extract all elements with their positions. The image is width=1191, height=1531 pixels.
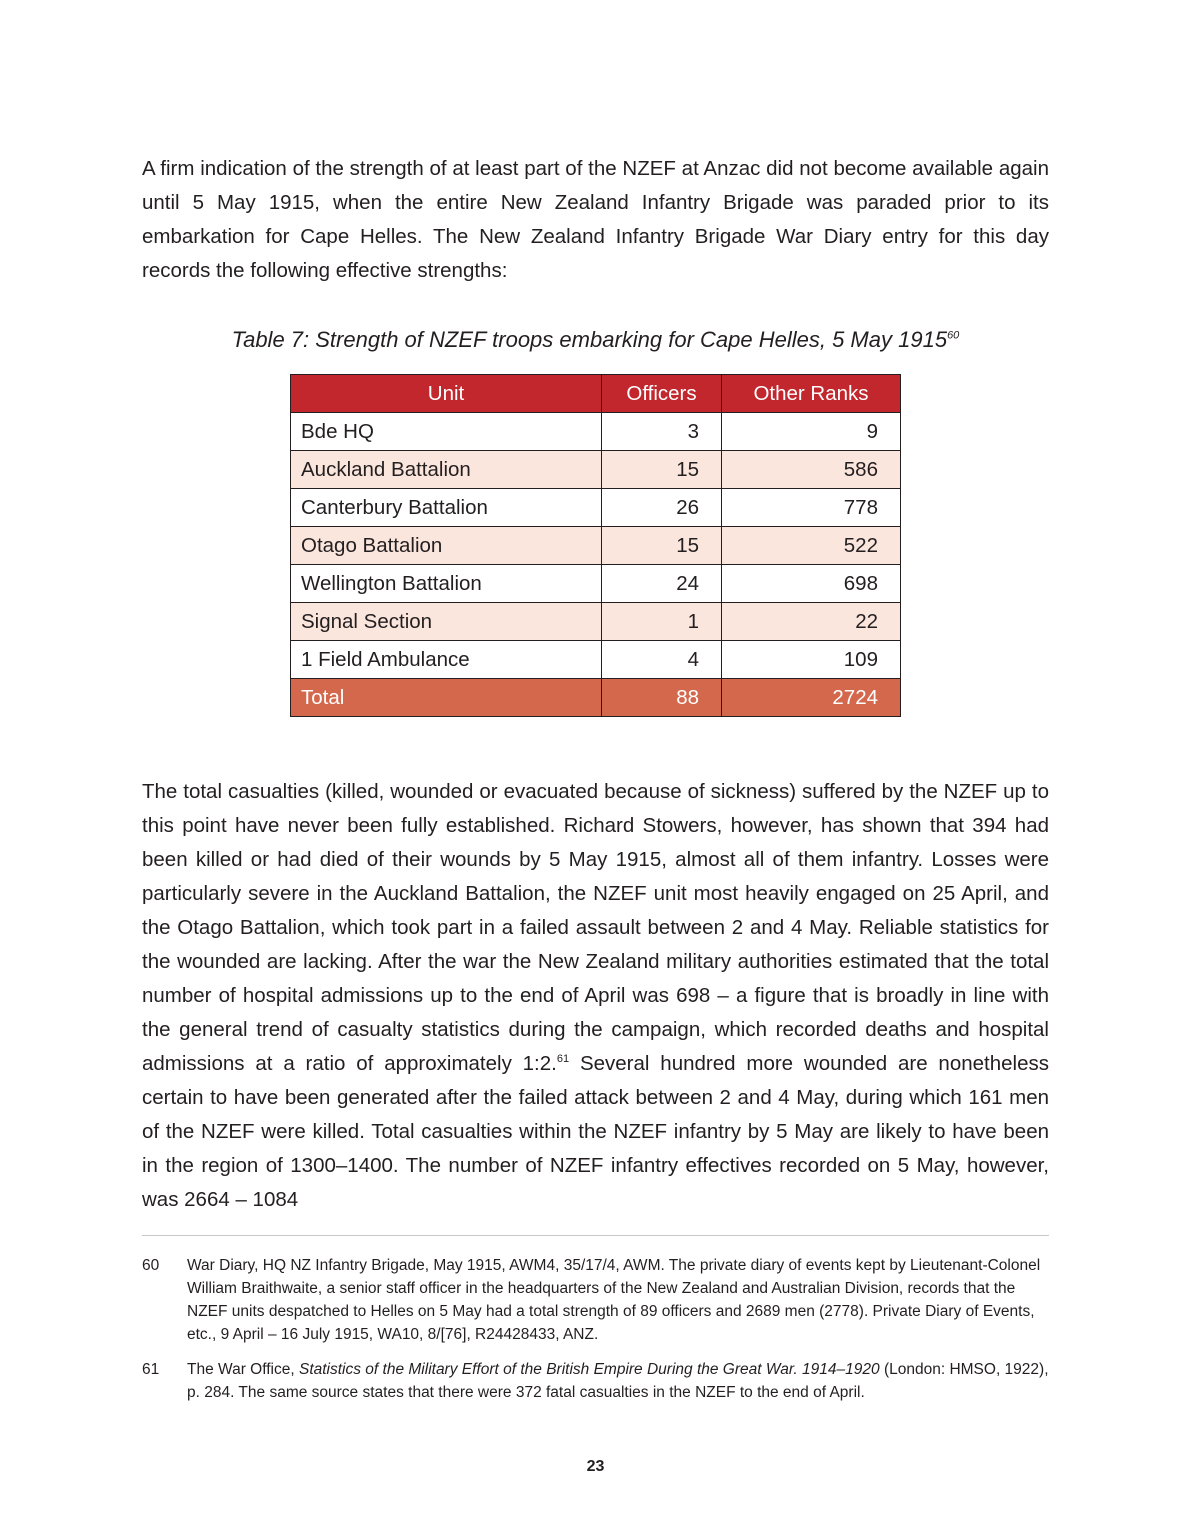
table-row	[291, 451, 901, 489]
cell-other-ranks: 109	[722, 641, 901, 679]
cell-officers: 1	[602, 603, 722, 641]
table-row	[291, 413, 901, 451]
footnote-60	[142, 1254, 1049, 1346]
footnote-number: 60	[142, 1257, 160, 1274]
table-caption-footnote-ref: 60	[947, 329, 960, 342]
footnotes	[142, 1254, 1049, 1404]
cell-other-ranks: 778	[722, 489, 901, 527]
cell-other-ranks: 9	[722, 413, 901, 451]
total-label: Total	[291, 679, 602, 717]
cell-officers: 15	[602, 451, 722, 489]
footnote-text	[187, 1358, 1049, 1404]
intro-paragraph: A firm indication of the strength of at least part of the NZEF at Anzac did not become available again until 5 May 1915, when the entire New Zealand Infantry Brigade was paraded prior to its embarkation for Cape Helles. The New Zealand Infantry Brigade War Diary entry for this day records the following effective strengths:	[142, 157, 1049, 282]
header-unit: Unit	[291, 375, 602, 413]
body-paragraph-part1: The total casualties (killed, wounded or evacuated because of sickness) suffered by the NZEF up to this point have never been fully established. Richard Stowers, however, has shown that 394 had been killed or had died of their wounds by 5 May 1915, almost all of them infantry. Losses were particularly severe in the Auckland Battalion, the NZEF unit most heavily engaged on 25 April, and the Otago Battalion, which took part in a failed assault between 2 and 4 May. Reliable statistics for the wounded are lacking. After the war the New Zealand military authorities estimated that the total number of hospital admissions up to the end of April was 698 – a figure that is broadly in line with the general trend of casualty statistics during the campaign, which recorded deaths and hospital admissions at a ratio of approximately 1:2.	[142, 780, 1049, 1075]
table-row	[291, 489, 901, 527]
header-officers: Officers	[602, 375, 722, 413]
footnote-text-post: (London: HMSO, 1922), p. 284. The same source states that there were 372 fatal casualties in the NZEF to the end of April.	[187, 1361, 1049, 1401]
footnote-number: 61	[142, 1361, 160, 1378]
page-number: 23	[586, 1458, 605, 1475]
page-content	[142, 152, 1049, 1416]
cell-other-ranks: 522	[722, 527, 901, 565]
table-caption	[142, 326, 1049, 354]
body-paragraph-part2: Several hundred more wounded are nonetheless certain to have been generated after the failed attack between 2 and 4 May, during which 161 men of the NZEF were killed. Total casualties within the NZEF infantry by 5 May are likely to have been in the region of 1300–1400. The number of NZEF infantry effectives recorded on 5 May, however, was 2664 – 1084	[142, 1052, 1049, 1211]
table-header-row	[291, 375, 901, 413]
cell-unit: Otago Battalion	[291, 527, 602, 565]
table-row	[291, 565, 901, 603]
footnote-source-title: Statistics of the Military Effort of the British Empire During the Great War. 1914–1920	[298, 1361, 880, 1378]
cell-unit: 1 Field Ambulance	[291, 641, 602, 679]
body-paragraph	[142, 775, 1049, 1217]
cell-unit: Signal Section	[291, 603, 602, 641]
cell-officers: 3	[602, 413, 722, 451]
cell-unit: Canterbury Battalion	[291, 489, 602, 527]
cell-unit: Bde HQ	[291, 413, 602, 451]
cell-officers: 26	[602, 489, 722, 527]
table-row	[291, 641, 901, 679]
footnote-text: War Diary, HQ NZ Infantry Brigade, May 1915, AWM4, 35/17/4, AWM. The private diary of events kept by Lieutenant-Colonel William Braithwaite, a senior staff officer in the headquarters of the New Zealand and Australian Division, records that the NZEF units despatched to Helles on 5 May had a total strength of 89 officers and 2689 men (2778). Private Diary of Events, etc., 9 April – 16 July 1915, WA10, 8/[76], R24428433, ANZ.	[187, 1257, 1041, 1343]
header-other-ranks: Other Ranks	[722, 375, 901, 413]
cell-other-ranks: 698	[722, 565, 901, 603]
footnote-text-pre: The War Office,	[187, 1361, 299, 1378]
cell-other-ranks: 22	[722, 603, 901, 641]
strength-table	[290, 374, 901, 717]
footnote-divider	[142, 1235, 1049, 1236]
table-row	[291, 603, 901, 641]
table-total-row	[291, 679, 901, 717]
footnote-61	[142, 1358, 1049, 1404]
body-footnote-ref: 61	[556, 1053, 570, 1066]
table-row	[291, 527, 901, 565]
cell-officers: 4	[602, 641, 722, 679]
cell-unit: Wellington Battalion	[291, 565, 602, 603]
total-other-ranks: 2724	[722, 679, 901, 717]
cell-officers: 15	[602, 527, 722, 565]
cell-unit: Auckland Battalion	[291, 451, 602, 489]
table-caption-text: Table 7: Strength of NZEF troops embarking for Cape Helles, 5 May 1915	[231, 327, 948, 352]
cell-officers: 24	[602, 565, 722, 603]
cell-other-ranks: 586	[722, 451, 901, 489]
total-officers: 88	[602, 679, 722, 717]
